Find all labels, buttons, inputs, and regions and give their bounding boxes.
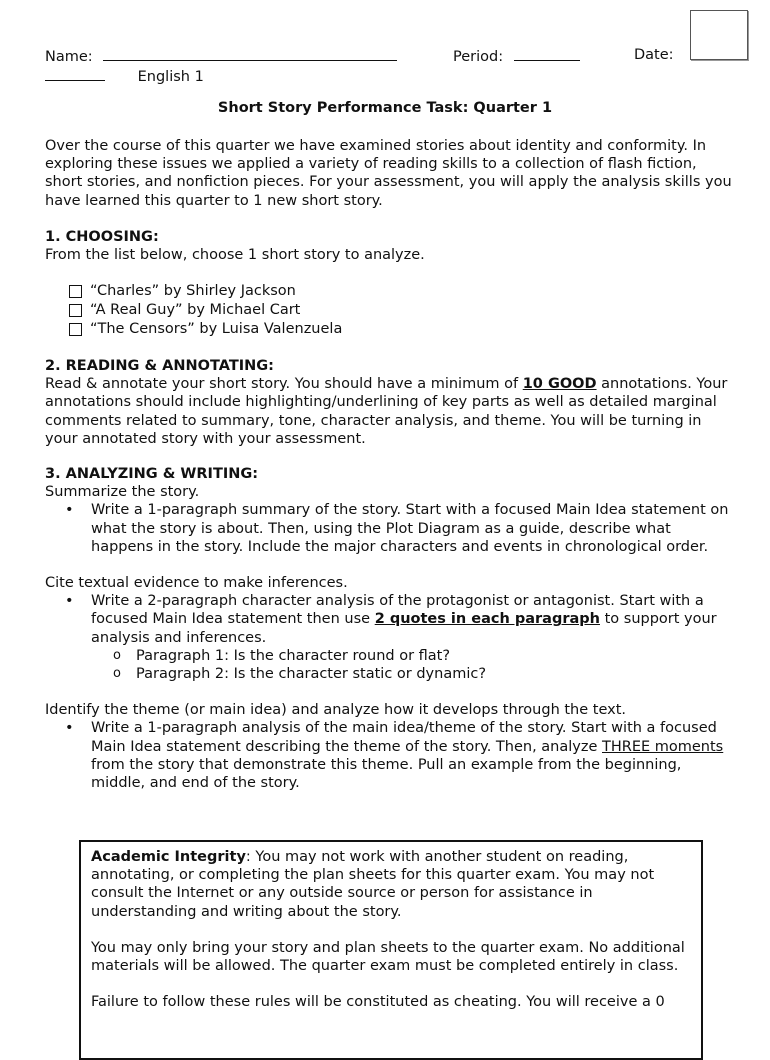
reading-paragraph [45,375,735,448]
story-option[interactable] [69,320,342,339]
period-field[interactable] [453,46,580,66]
story-option-label: “The Censors” by Luisa Valenzuela [90,321,343,337]
cite-intro: Cite textual evidence to make inferences. [45,575,348,592]
academic-integrity-box [79,840,703,1060]
reading-text-a: Read & annotate your short story. You should have a minimum of [45,376,523,393]
reading-heading: 2. READING & ANNOTATING: [45,358,274,374]
period-blank[interactable] [514,46,580,61]
period-label: Period: [453,49,504,65]
integrity-paragraph [91,848,691,921]
integrity-label: Academic Integrity [91,849,246,865]
intro-paragraph: Over the course of this quarter we have examined stories about identity and conformity. In exploring these issues we applied a variety of reading skills to a collection of flash fiction, short stories, and nonfiction pieces. For your assessment, you will apply the analysis skills you have learned this quarter to 1 new short story. [45,138,732,209]
analyzing-heading: 3. ANALYZING & WRITING: [45,466,259,482]
circle-bullet-icon: o [113,666,121,682]
integrity-paragraph-3: Failure to follow these rules will be constituted as cheating. You will receive a 0 [91,994,665,1011]
bullet-icon: • [65,720,74,737]
page-title: Short Story Performance Task: Quarter 1 [217,100,553,116]
theme-intro: Identify the theme (or main idea) and analyze how it develops through the text. [45,702,627,719]
choosing-instruction: From the list below, choose 1 short story to analyze. [45,247,425,264]
course-label: English 1 [137,69,204,85]
theme-bullet-text-b: from the story that demonstrate this theme. Pull an example from the beginning, middle, and end of the story. [91,756,682,792]
checkbox-icon[interactable] [69,323,82,336]
integrity-paragraph-2: You may only bring your story and plan sheets to the quarter exam. No additional materials will be allowed. The quarter exam must be completed entirely in class. [91,939,685,975]
cite-bullet-text-b: to support your analysis and inferences. [91,611,717,646]
cite-bullet-text-a: Write a 2-paragraph character analysis of the protagonist or antagonist. Start with a focused Main Idea statement then use [91,593,704,628]
sub-item [45,665,735,683]
story-option-label: “Charles” by Shirley Jackson [90,283,296,299]
name-label: Name: [45,49,93,65]
theme-bullet [45,719,735,792]
date-blank[interactable] [45,66,105,81]
integrity-text: : You may not work with another student on reading, annotating, or completing the plan sheets for this quarter exam. You may not consult the Internet or any outside source or person for assistance in understanding and writing about the story. [91,849,655,920]
bullet-icon: • [65,502,74,519]
story-option[interactable] [69,301,342,320]
story-option[interactable] [69,282,342,301]
sub-item-text: Paragraph 2: Is the character static or dynamic? [136,666,487,683]
summary-intro: Summarize the story. [45,484,200,501]
header-line-2 [45,66,204,85]
name-blank[interactable] [103,46,397,61]
analyzing-section [45,465,735,792]
circle-bullet-icon: o [113,647,121,663]
reading-text-b: annotations. Your annotations should include highlighting/underlining of key parts as well as detailed marginal comments related to summary, tone, character analysis, and theme. You will be turning in your annotated story with your assessment. [45,376,728,447]
cite-bullet [45,592,735,647]
corner-box [690,10,748,60]
reading-section [45,357,735,448]
reading-emphasis: 10 GOOD [522,376,597,393]
checkbox-icon[interactable] [69,304,82,317]
theme-bullet-emphasis: THREE moments [602,738,724,755]
summary-bullet-text: Write a 1-paragraph summary of the story. Start with a focused Main Idea statement on what the story is about. Then, using the Plot Diagram as a guide, describe what happens in the story. Include the major characters and events in chronological order. [91,502,729,555]
date-label: Date: [634,47,674,63]
choosing-section [45,228,735,264]
name-field[interactable] [45,46,397,66]
sub-item-text: Paragraph 1: Is the character round or flat? [136,647,451,664]
checkbox-icon[interactable] [69,285,82,298]
story-option-label: “A Real Guy” by Michael Cart [90,302,301,318]
theme-bullet-text-a: Write a 1-paragraph analysis of the main idea/theme of the story. Start with a focused Main Idea statement describing the theme of the story. Then, analyze [91,720,717,755]
cite-bullet-emphasis: 2 quotes in each paragraph [374,611,600,628]
bullet-icon: • [65,593,74,610]
sub-item [45,647,735,665]
choosing-heading: 1. CHOOSING: [45,229,159,245]
summary-bullet [45,501,735,556]
story-options [69,282,342,339]
